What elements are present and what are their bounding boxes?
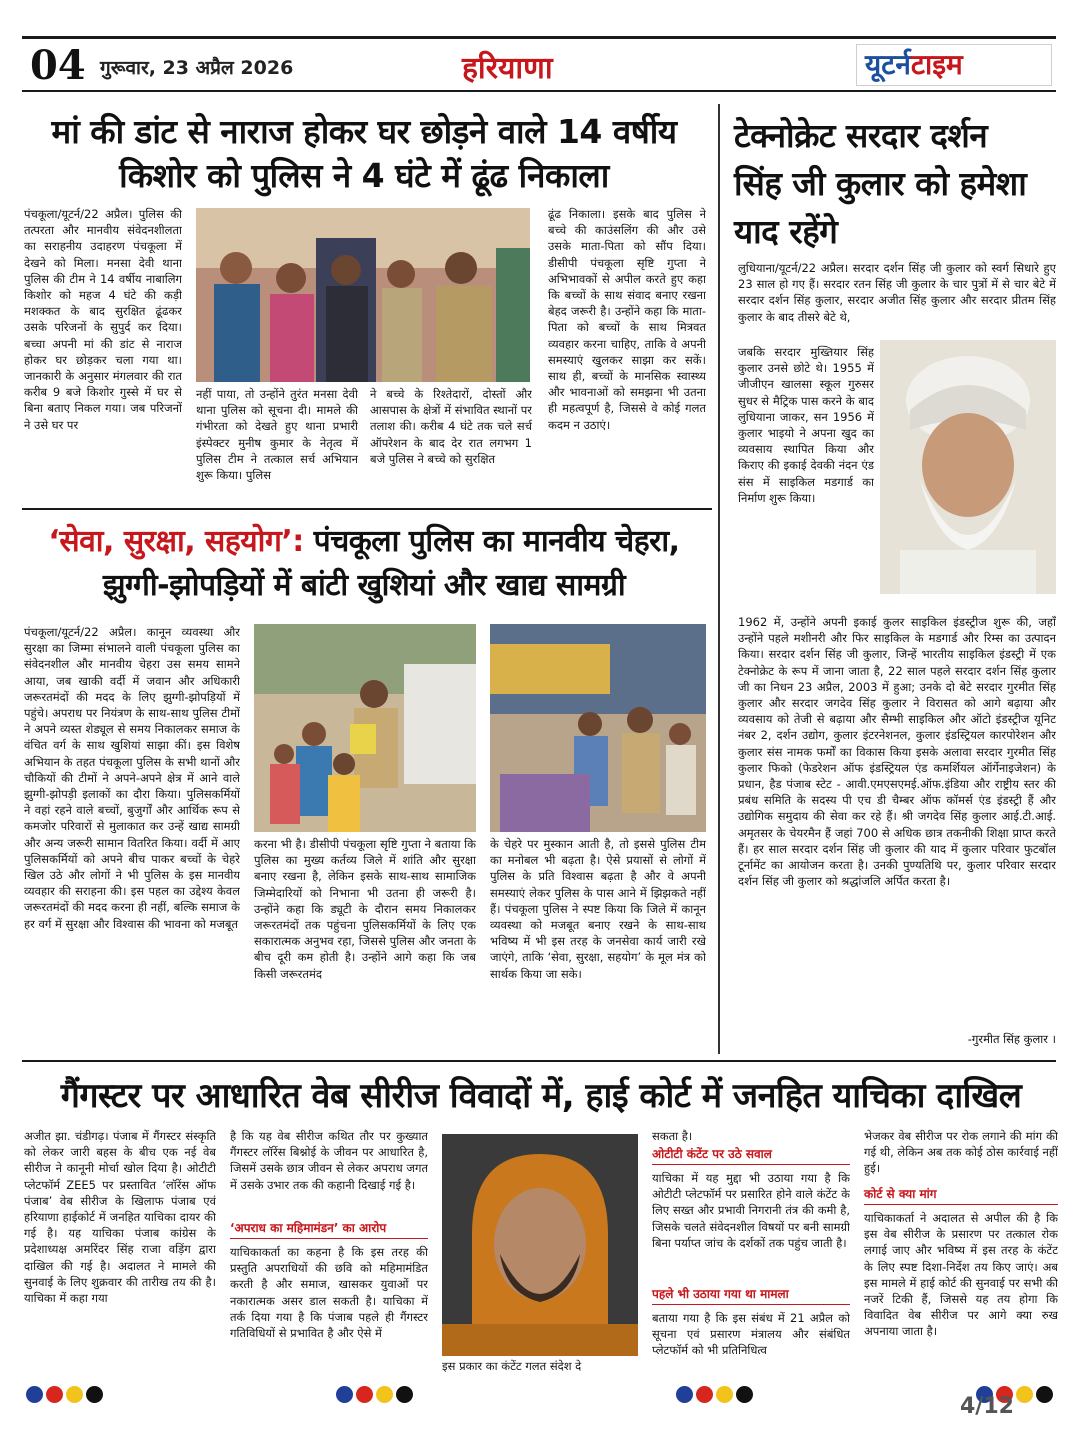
story4-column-5b: याचिकाकर्ता ने अदालत से अपील की है कि इस वेब सीरीज के प्रसारण पर तत्काल रोक लगाई जाए और भविष्य में इस तरह के कंटेंट के लिए स्पष्ट दिशा-निर्देश तय किए जाएं। अब इस मामले में हाई कोर्ट की सुनवाई पर सभी की नजरें टिकी हैं, जिससे यह तय होगा कि विवादित वेब सीरीज पर आगे क्या रुख अपनाया जाता है। <box>864 1211 1058 1339</box>
masthead-top-rule <box>22 36 1056 39</box>
story2-side-column: जबकि सरदार मुख्तियार सिंह कुलार उनसे छोटे थे। 1955 में जीजीएन खालसा स्कूल गुरुसर सुधर से मैट्रिक पास करने के बाद लुधियाना जाकर, सन 1956 में कुलार भाइयो ने अपना खुद का व्यवसाय स्थापित किया और किराए की इकाई देवकी नंदन एंड संस में साइकिल मडगार्ड का निर्माण शुरू किया। <box>738 345 874 505</box>
color-registration-marks <box>336 1386 413 1403</box>
story4-photo <box>442 1134 638 1356</box>
story1-column-1: पंचकूला/यूटर्न/22 अप्रैल। पुलिस की तत्परता और मानवीय संवेदनशीलता का सराहनीय उदाहरण पंचकूला में देखने को मिला। मनसा देवी थाना पुलिस की टीम ने 14 वर्षीय नाबालिग किशोर को महज 4 घंटे की कड़ी मशक्कत के बाद सुरक्षित ढूंढकर उसके परिजनों के सुपुर्द कर दिया। बच्चा अपनी मां की डांट से नाराज होकर घर छोड़कर चला गया था। जानकारी के अनुसार मंगलवार की रात करीब 9 बजे किशोर गुस्से में घर से बिना बताए निकल गया। जब परिजनों ने उसे घर पर <box>24 207 182 432</box>
section-title: हरियाणा <box>462 51 553 86</box>
story3-headline-text: पंचकूला पुलिस का मानवीय चेहरा, झुग्गी-झोपड़ियों में बांटी खुशियां और खाद्य सामग्री <box>102 524 680 603</box>
story4-column-4c: बताया गया है कि इस संबंध में 21 अप्रैल को सूचना एवं प्रसारण मंत्रालय और संबंधित प्लेटफॉर्म को भी प्रतिनिधित्व <box>652 1311 850 1358</box>
story3-headline-slogan: ‘सेवा, सुरक्षा, सहयोग’: <box>48 524 304 559</box>
story4-subhead-4: कोर्ट से क्या मांग <box>864 1187 937 1201</box>
story2-body: 1962 में, उन्होंने अपनी इकाई कुलर साइकिल इंडस्ट्रीज शुरू की, जहाँ उन्होंने पहले मशीनरी और फिर साइकिल के मडगार्ड और रिम्स का उत्पादन किया। सरदार दर्शन सिंह जी कुलार, जिन्हें भारतीय साइकिल इंडस्ट्री में एक टेक्नोक्रेट के रूप में जाना जाता है, 22 साल पहले सरदार दर्शन सिंह कुलार जी का निधन 23 अप्रैल, 2003 में हुआ; उनके दो बेटे सरदार गुरमीत सिंह कुलार और सरदार जगदेव सिंह कुलार ने विरासत को आगे बढ़ाया और व्यवसाय को तेजी से बढ़ाया और सैम्भी साइकिल और ऑटो इंडस्ट्रीज यूनिट नंबर 2, दर्शन उद्योग, कुलार इंटरनेशनल, कुलार इंडस्ट्रियल कारपोरेशन और कुलार संस नामक फर्मों का विकास किया इसके अलावा सरदार गुरमीत सिंह कुलार फिको (फेडरेशन ऑफ इंडस्ट्रियल एंड कमर्शियल ऑर्गेनाइजेशन) के प्रधान, हैड पंजाब स्टेट - आवी.एमएसएमई.ऑफ.इंडिया और राष्ट्रीय स्तर की प्रबंध समिति के सदस्य पी एच डी चैम्बर ऑफ कॉमर्स एंड इंडस्ट्री हैं और उद्योगिक समुदाय की सेवा कर रहे हैं। श्री जगदेव सिंह कुलार आई.टी.आई. अमृतसर के चेयरमैन हैं जहां 700 से अधिक छात्र तकनीकी शिक्षा प्राप्त करते हैं। हर साल सरदार दर्शन सिंह जी कुलार की याद में कुलार परिवार फुटबॉल टूर्नामेंट का आयोजन करता है। उनकी पुण्यतिथि पर, कुलार परिवार सरदार दर्शन सिंह जी कुलार को श्रद्धांजलि अर्पित करता है। <box>738 615 1056 889</box>
color-registration-marks <box>26 1386 103 1403</box>
story4-column-4b: याचिका में यह मुद्दा भी उठाया गया है कि ओटीटी प्लेटफॉर्म पर प्रसारित होने वाले कंटेंट के लिए सख्त और प्रभावी निगरानी तंत्र की कमी है, जिसके चलते संवेदनशील विषयों पर बनी सामग्री बिना पर्याप्त जांच के दर्शकों तक पहुंच जाती है। <box>652 1171 850 1250</box>
page-number: 04 <box>30 42 86 89</box>
story4-subhead-3: पहले भी उठाया गया था मामला <box>652 1287 789 1301</box>
story3-column-3: के चेहरे पर मुस्कान आती है, तो इससे पुलिस टीम का मनोबल भी बढ़ता है। ऐसे प्रयासों से लोगों में पुलिस के प्रति विश्वास बढ़ता है और वे अपनी समस्याएं लेकर पुलिस के पास आने में झिझकते नहीं हैं। पंचकूला पुलिस ने स्पष्ट किया कि जिले में कानून व्यवस्था को मजबूत बनाए रखने के साथ-साथ भविष्य में भी इस तरह के जनसेवा कार्य जारी रखे जाएंगे, ताकि ‘सेवा, सुरक्षा, सहयोग’ के मूल मंत्र को सार्थक किया जा सके। <box>490 837 706 981</box>
story4-column-2a: है कि यह वेब सीरीज कथित तौर पर कुख्यात गैंगस्टर लॉरेंस बिश्नोई के जीवन पर आधारित है, जिसमें उसके छात्र जीवन से लेकर अपराध जगत में उसके उभार तक की कहानी दिखाई गई है। <box>230 1129 428 1192</box>
story2-author: -गुरमीत सिंह कुलार । <box>967 1032 1056 1046</box>
story1-column-3: ने बच्चे के रिश्तेदारों, दोस्तों और आसपास के क्षेत्रों में संभावित स्थानों पर तलाश की। करीब 4 घंटे तक चले सर्च ऑपरेशन के बाद देर रात लगभग 1 बजे पुलिस ने बच्चे को सुरक्षित <box>370 387 532 466</box>
section-divider <box>22 1060 1056 1062</box>
story3-photo-1 <box>254 624 476 832</box>
story2-headline: टेक्नोक्रेट सरदार दर्शन सिंह जी कुलार को हमेशा याद रहेंगे <box>734 116 1027 251</box>
newspaper-logo <box>856 44 1052 86</box>
story2-portrait <box>880 340 1056 594</box>
story4-subhead-1: ‘अपराध का महिमामंडन’ का आरोप <box>230 1221 387 1235</box>
story4-column-1: अजीत झा. चंडीगढ़। पंजाब में गैंगस्टर संस्कृति को लेकर जारी बहस के बीच एक नई वेब सीरीज ने कानूनी मोर्चा खोल दिया है। ओटीटी प्लेटफॉर्म ZEE5 पर प्रस्तावित ‘लॉरेंस ऑफ पंजाब’ वेब सीरीज के खिलाफ पंजाब एवं हरियाणा हाईकोर्ट में जनहित याचिका दायर की गई है। यह याचिका पंजाब कांग्रेस के प्रदेशाध्यक्ष अमरिंदर सिंह राजा वड़िंग द्वारा दाखिल की गई है। अदालत ने मामले की सुनवाई के लिए शुक्रवार की तारीख तय की है। याचिका में कहा गया <box>24 1129 216 1306</box>
section-divider <box>22 508 712 510</box>
page-indicator: 4/12 <box>960 1394 1014 1419</box>
story3-column-1: पंचकूला/यूटर्न/22 अप्रैल। कानून व्यवस्था और सुरक्षा का जिम्मा संभालने वाली पंचकूला पुलिस का संवेदनशील और मानवीय चेहरा उस समय सामने आया, जब खाकी वर्दी में जवान और अधिकारी जरूरतमंदों की मदद के लिए झुग्गी-झोपड़ियों में पहुंचे। अपराध पर नियंत्रण के साथ-साथ पुलिस टीमों ने अपने व्यस्त शेड्यूल से समय निकालकर समाज के वंचित वर्ग के साथ खुशियां साझा कीं। इस विशेष अभियान के तहत पंचकूला पुलिस के सभी थानों और चौकियों की टीमों ने अपने-अपने क्षेत्र में आने वाले झुग्गी-झोपड़ी इलाकों का दौरा किया। पुलिसकर्मियों ने वहां रहने वाले बच्चों, बुजुर्गों और आर्थिक रूप से कमजोर परिवारों से मुलाकात कर उन्हें खाद्य सामग्री और अन्य जरूरी सामान वितरित किया। वर्दी में आए पुलिसकर्मियों को अपने बीच पाकर बच्चों के चेहरे खिल उठे और लोगों ने भी पुलिस के इस मानवीय व्यवहार की सराहना की। इस पहल का उद्देश्य केवल जरूरतमंदों की मदद करना ही नहीं, बल्कि समाज के हर वर्ग में सुरक्षा और विश्वास की भावना को मजबूत <box>24 625 240 931</box>
story4-photo-caption-text: इस प्रकार का कंटेंट गलत संदेश दे <box>442 1359 582 1373</box>
story1-column-4: ढूंढ निकाला। इसके बाद पुलिस ने बच्चे की काउंसलिंग की और उसे उसके माता-पिता को सौंप दिया। डीसीपी पंचकूला सृष्टि गुप्ता ने अभिभावकों से अपील करते हुए कहा कि बच्चों के साथ संवाद बनाए रखना बेहद जरूरी है। उन्होंने कहा कि माता-पिता को बच्चों के साथ मित्रवत व्यवहार करना चाहिए, ताकि वे अपनी समस्याएं खुलकर साझा कर सकें। साथ ही, बच्चों के मानसिक स्वास्थ्य और भावनाओं को समझना भी उतना ही महत्वपूर्ण है, जिससे वे कोई गलत कदम न उठाएं। <box>548 207 706 432</box>
story1-headline: मां की डांट से नाराज होकर घर छोड़ने वाले 14 वर्षीय किशोर को पुलिस ने 4 घंटे में ढूंढ निकाला <box>51 112 677 195</box>
story4-headline: गैंगस्टर पर आधारित वेब सीरीज विवादों में, हाई कोर्ट में जनहित याचिका दाखिल <box>60 1076 1022 1116</box>
story3-headline <box>24 520 704 608</box>
column-divider <box>718 104 720 1054</box>
story1-photo <box>196 208 530 382</box>
story4-subhead-2: ओटीटी कंटेंट पर उठे सवाल <box>652 1147 772 1161</box>
story4-column-5a: भेजकर वेब सीरीज पर रोक लगाने की मांग की गई थी, लेकिन अब तक कोई ठोस कार्रवाई नहीं हुई। <box>864 1129 1058 1176</box>
subhead-underline <box>652 1304 850 1305</box>
logo-text: यूटर्नटाइम <box>865 48 963 81</box>
issue-date: गुरूवार, 23 अप्रैल 2026 <box>100 57 294 79</box>
color-registration-marks <box>676 1386 753 1403</box>
story3-column-2: करना भी है। डीसीपी पंचकूला सृष्टि गुप्ता ने बताया कि पुलिस का मुख्य कर्तव्य जिले में शांति और सुरक्षा बनाए रखना है, लेकिन इसके साथ-साथ सामाजिक जिम्मेदारियों को निभाना भी उतना ही जरूरी है। उन्होंने कहा कि ड्यूटी के दौरान समय निकालकर जरूरतमंदों तक पहुंचना पुलिसकर्मियों के लिए एक सकारात्मक अनुभव रहा, जिससे पुलिस और जनता के बीच दूरी कम होती है। उन्होंने आगे कहा कि जब किसी जरूरतमंद <box>254 837 476 981</box>
subhead-underline <box>230 1238 428 1239</box>
story3-photo-2 <box>490 624 706 832</box>
story4-column-4a: सकता है। <box>652 1129 693 1143</box>
subhead-underline <box>864 1204 1058 1205</box>
story1-column-2: नहीं पाया, तो उन्होंने तुरंत मनसा देवी थाना पुलिस को सूचना दी। मामले की गंभीरता को देखते हुए थाना प्रभारी इंस्पेक्टर मुनीष कुमार के नेतृत्व में पुलिस टीम ने तत्काल सर्च अभियान शुरू किया। पुलिस <box>196 387 358 483</box>
subhead-underline <box>652 1164 850 1165</box>
story2-intro: लुधियाना/यूटर्न/22 अप्रैल। सरदार दर्शन सिंह जी कुलार को स्वर्ग सिधारे हुए 23 साल हो गए हैं। सरदार रतन सिंह जी कुलार के चार पुत्रों में से चार बेटे में सरदार दर्शन सिंह कुलार, सरदार अजीत सिंह कुलार और सरदार प्रीतम सिंह कुलार के बाद तीसरे बेटे थे, <box>738 261 1056 324</box>
story4-column-2b: याचिकाकर्ता का कहना है कि इस तरह की प्रस्तुति अपराधियों की छवि को महिमामंडित करती है और समाज, खासकर युवाओं पर नकारात्मक असर डाल सकती है। याचिका में तर्क दिया गया है कि पंजाब पहले ही गैंगस्टर गतिविधियों से प्रभावित है और ऐसे में <box>230 1245 428 1341</box>
